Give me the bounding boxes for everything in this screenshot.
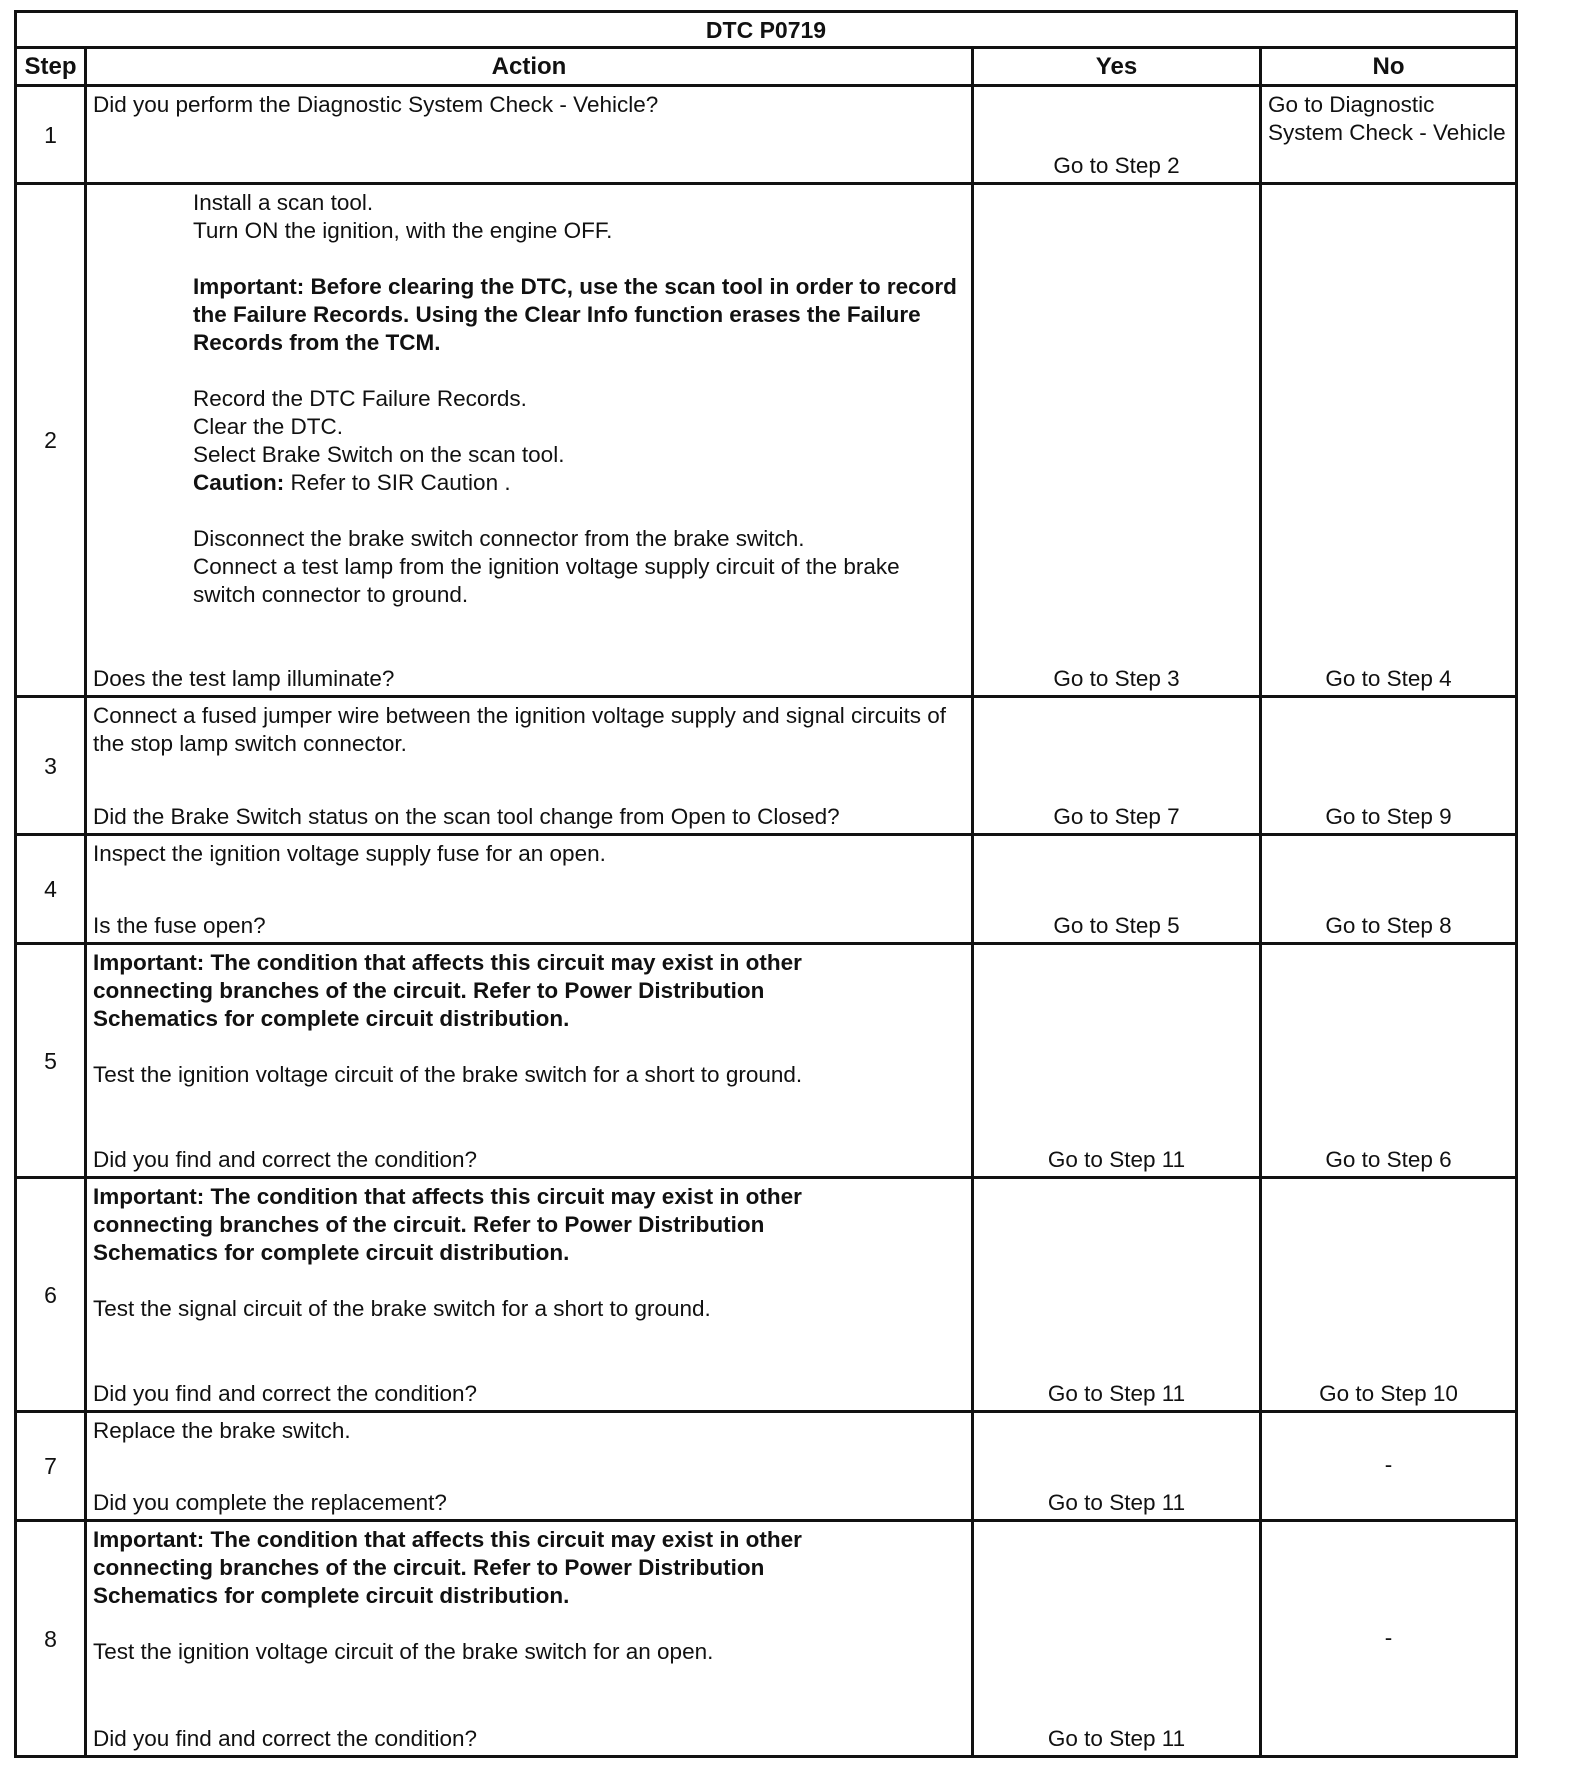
action-line: Inspect the ignition voltage supply fuse for an open. [93,841,606,866]
action-line: Turn ON the ignition, with the engine OFF. [193,218,613,243]
header-action: Action [87,49,971,87]
action-cell [87,1179,971,1410]
important-note: Important: The condition that affects this circuit may exist in other connecting branches of the circuit. Refer to Power Distribution Schematics for complete circuit distribution. [93,1184,802,1265]
action-question: Did you perform the Diagnostic System Check - Vehicle? [93,92,659,117]
header-step: Step [17,49,84,87]
column-divider [971,49,974,1755]
step-number: 6 [44,1281,57,1308]
caution-text: Refer to SIR Caution . [284,470,511,495]
yes-link[interactable]: Go to Step 2 [1053,153,1180,178]
action-line: Clear the DTC. [193,414,344,439]
action-question: Did the Brake Switch status on the scan tool change from Open to Closed? [93,804,840,829]
action-question: Is the fuse open? [93,913,266,938]
header-no: No [1262,49,1515,87]
action-question: Did you find and correct the condition? [93,1381,477,1406]
no-dash: - [1384,1452,1393,1477]
action-line: Connect a test lamp from the ignition voltage supply circuit of the brake switch connector to ground. [193,554,900,607]
step-number: 7 [44,1453,57,1479]
step-number: 3 [44,752,57,779]
action-line: Test the ignition voltage circuit of the brake switch for a short to ground. [93,1062,803,1087]
table-title: DTC P0719 [17,13,1515,49]
no-link[interactable]: Go to Step 6 [1325,1147,1452,1172]
action-cell [87,1522,971,1755]
yes-link[interactable]: Go to Step 11 [1047,1490,1186,1515]
action-cell [87,945,971,1176]
action-cell [87,87,971,182]
action-cell [87,185,971,695]
important-note: Important: Before clearing the DTC, use the scan tool in order to record the Failure Records. Using the Clear Info function erases the Failure Records from the TCM. [193,274,957,355]
no-link[interactable]: Go to Step 8 [1325,913,1452,938]
table-row [17,1522,1515,1755]
step-number: 1 [44,121,57,148]
yes-link[interactable]: Go to Step 3 [1053,666,1180,691]
action-line: Select Brake Switch on the scan tool. [193,442,565,467]
table-row [17,185,1515,698]
no-link[interactable]: Go to Step 4 [1325,666,1452,691]
important-note: Important: The condition that affects this circuit may exist in other connecting branches of the circuit. Refer to Power Distribution Schematics for complete circuit distribution. [93,950,802,1031]
caution-label: Caution: [193,470,285,495]
yes-link[interactable]: Go to Step 11 [1047,1726,1186,1751]
action-cell [87,698,971,833]
action-question: Did you find and correct the condition? [93,1726,477,1751]
header-yes: Yes [974,49,1259,87]
action-cell [87,836,971,942]
no-link[interactable]: Go to Step 10 [1319,1381,1458,1406]
yes-link[interactable]: Go to Step 11 [1047,1147,1186,1172]
table-row [17,836,1515,945]
no-dash: - [1384,1624,1393,1650]
action-line: Test the ignition voltage circuit of the brake switch for an open. [93,1639,714,1664]
column-divider [84,49,87,1755]
column-divider [1259,49,1262,1755]
yes-link[interactable]: Go to Step 7 [1053,804,1180,829]
action-line: Test the signal circuit of the brake switch for a short to ground. [93,1296,711,1321]
table-row [17,945,1515,1179]
table-row [17,1179,1515,1413]
action-question: Did you complete the replacement? [93,1490,447,1515]
table-row [17,87,1515,185]
action-line: Replace the brake switch. [93,1418,351,1443]
table-row [17,1413,1515,1522]
step-number: 8 [44,1625,57,1652]
action-line: Connect a fused jumper wire between the ignition voltage supply and signal circuits of the stop lamp switch connector. [93,703,946,756]
table-row [17,698,1515,836]
caution-line [93,469,965,497]
diagnostic-table [14,10,1518,1758]
no-link[interactable]: Go to Diagnostic System Check - Vehicle [1268,92,1506,145]
no-link[interactable]: Go to Step 9 [1325,804,1452,829]
action-line: Record the DTC Failure Records. [193,386,527,411]
action-cell [87,1413,971,1519]
step-number: 2 [44,427,57,453]
action-question: Does the test lamp illuminate? [93,666,395,691]
yes-link[interactable]: Go to Step 5 [1053,913,1180,938]
action-line: Disconnect the brake switch connector from the brake switch. [193,526,805,551]
yes-link[interactable]: Go to Step 11 [1047,1381,1186,1406]
action-question: Did you find and correct the condition? [93,1147,477,1172]
step-number: 4 [44,876,57,902]
important-note: Important: The condition that affects this circuit may exist in other connecting branches of the circuit. Refer to Power Distribution Schematics for complete circuit distribution. [93,1527,802,1608]
action-line: Install a scan tool. [193,190,374,215]
step-number: 5 [44,1047,57,1074]
